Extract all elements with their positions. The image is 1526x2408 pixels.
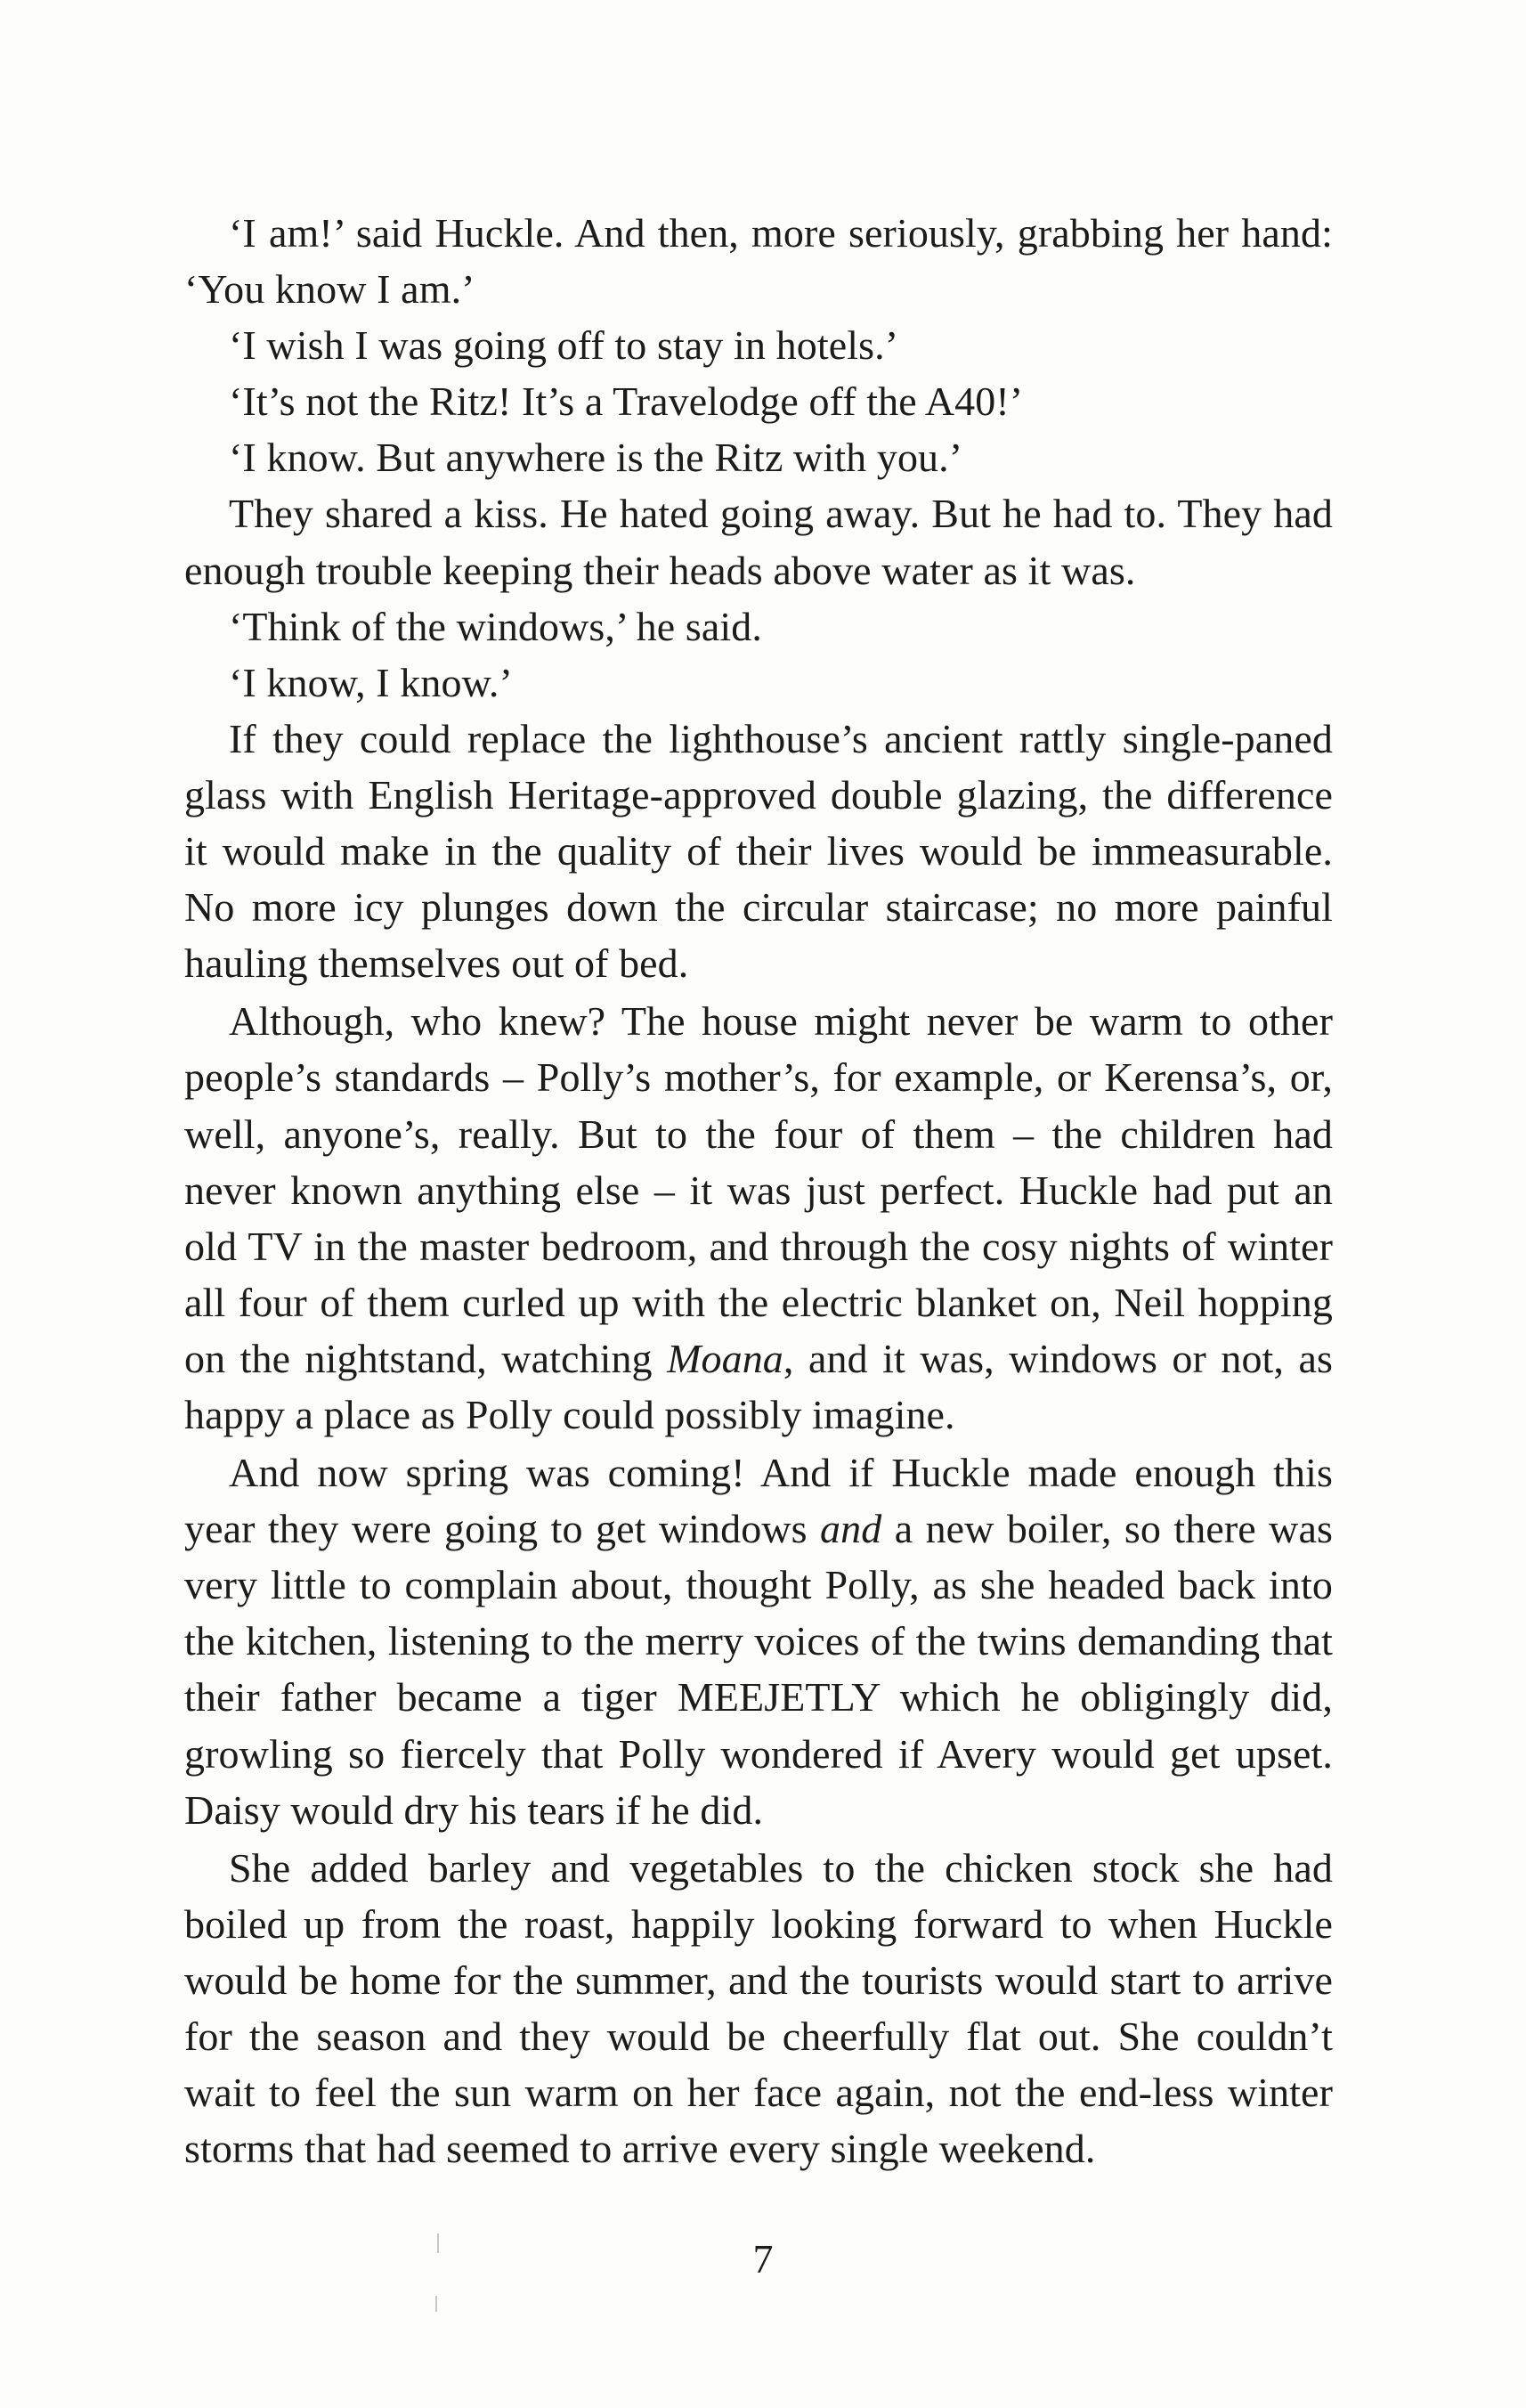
paragraph-9-italic-title: Moana [667,1335,783,1381]
body-text [184,205,1333,2176]
paragraph-10-italic-word: and [820,1506,882,1552]
paragraph-3: ‘It’s not the Ritz! It’s a Travelodge off the A40!’ [229,378,1024,425]
paragraph-4: ‘I know. But anywhere is the Ritz with you.’ [229,435,963,481]
paragraph-11: She added barley and vegetables to the chicken stock she had boiled up from the roast, happily looking forward to when Huckle would be home for the summer, and the tourists would start to arrive for the season and they would be cheerfully flat out. She couldn’t wait to feel the sun warm on her face again, not the end-less winter storms that had seemed to arrive every single weekend. [184,1844,1333,2172]
page-number: 7 [752,2236,774,2282]
paragraph-8: If they could replace the lighthouse’s ancient rattly single-paned glass with English Heritage-approved double glazing, the difference it would make in the quality of their lives would be immeasurable. No more icy plunges down the circular staircase; no more painful hauling themselves out of bed. [184,715,1333,987]
paragraph-9 [184,993,1333,1443]
paragraph-9-text-before: Although, who knew? The house might never be warm to other people’s standards – Polly’s mother’s, for example, or Kerensa’s, or, well, anyone’s, really. But to the four of them – the children had never known anything else – it was just perfect. Huckle had put an old TV in the master bedroom, and through the cosy nights of winter all four of them curled up with the electric blanket on, Neil hopping on the nightstand, watching [184,998,1333,1381]
paragraph-10 [184,1444,1333,1838]
paragraph-2: ‘I wish I was going off to stay in hotels.’ [229,322,899,369]
paragraph-5: They shared a kiss. He hated going away. But he had to. They had enough trouble keeping their heads above water as it was. [184,491,1333,593]
scan-artifact-mark [437,2233,439,2253]
paragraph-1: ‘I am!’ said Huckle. And then, more seriously, grabbing her hand: ‘You know I am.’ [184,210,1333,313]
scan-artifact-mark [435,2296,437,2312]
paragraph-10-text-before: And now spring was coming! And if Huckle made enough this year they were going to get windows [184,1450,1333,1552]
paragraph-6: ‘Think of the windows,’ he said. [229,603,762,649]
paragraph-9-text-after: , and it was, windows or not, as happy a place as Polly could possibly imagine. [184,1335,1333,1437]
paragraph-7: ‘I know, I know.’ [229,659,513,705]
paragraph-10-text-after: a new boiler, so there was very little to complain about, thought Polly, as she headed back into the kitchen, listening to the merry voices of the twins demanding that their father became a tiger MEEJETLY which he obligingly did, growling so fiercely that Polly wondered if Avery would get upset. Daisy would dry his tears if he did. [184,1506,1333,1833]
